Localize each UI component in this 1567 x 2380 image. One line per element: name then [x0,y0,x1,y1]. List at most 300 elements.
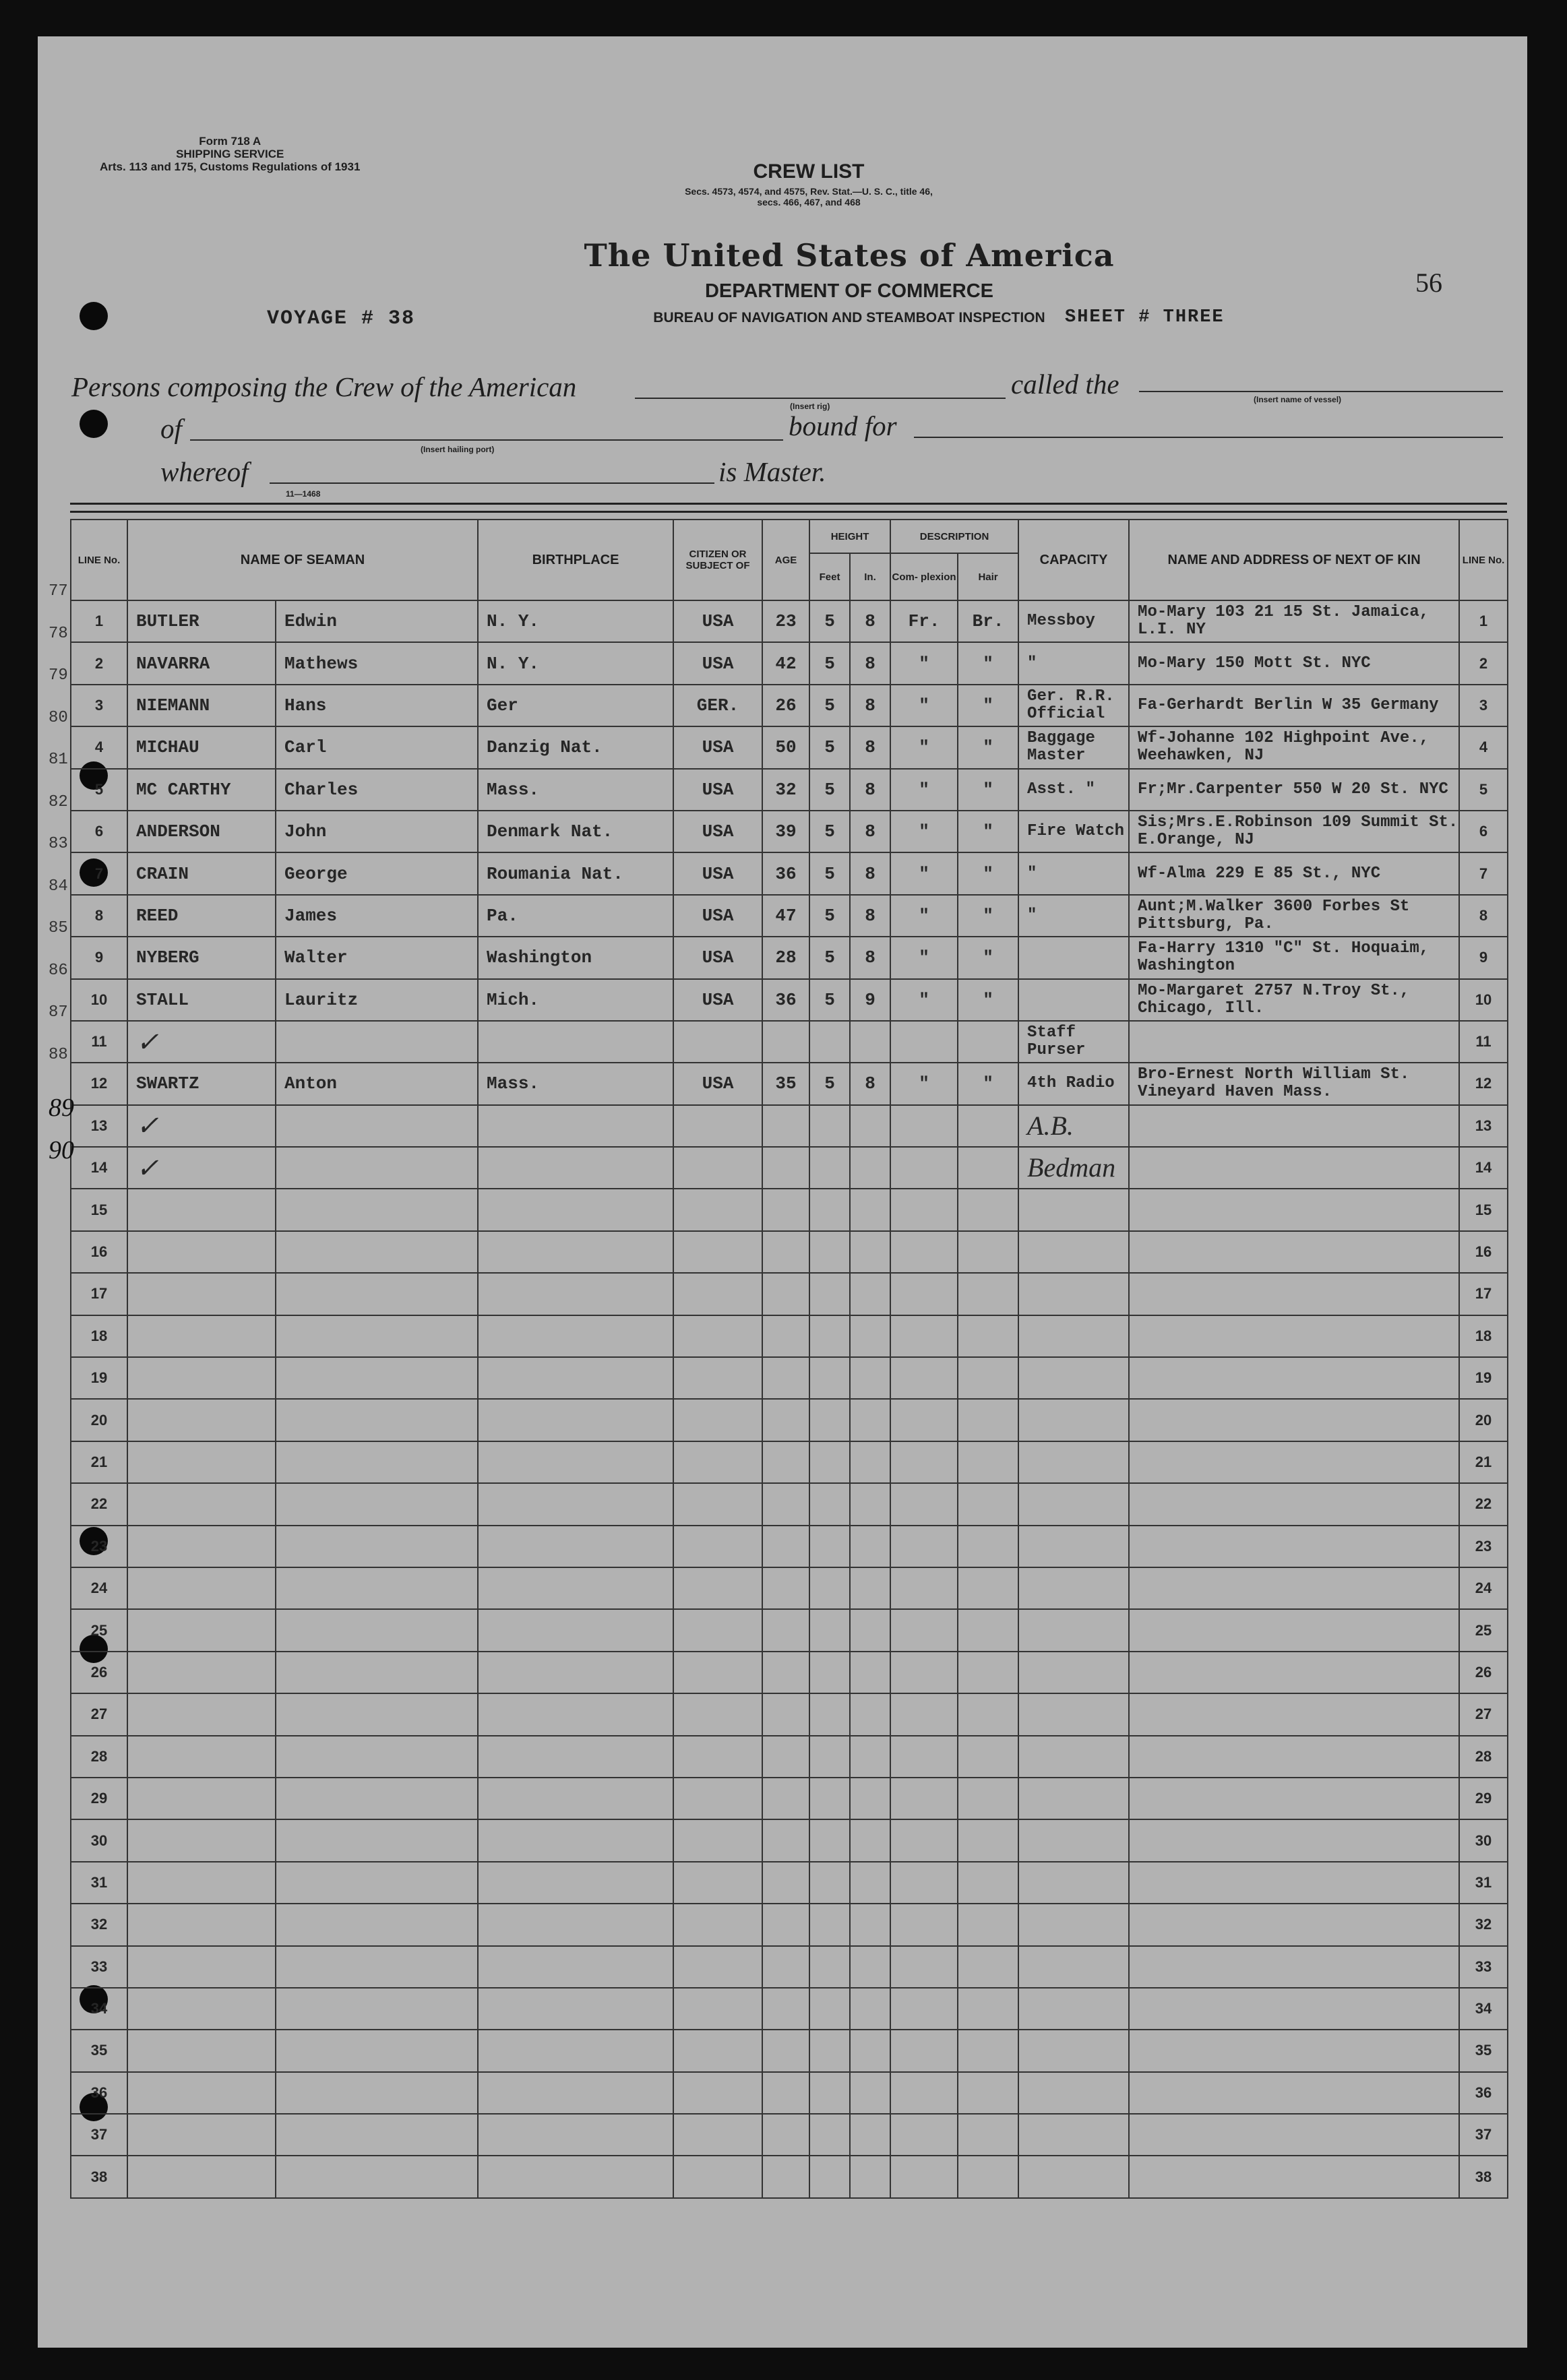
row-line-no: 36 [71,2072,127,2114]
seaman-surname [127,2072,276,2114]
row-line-no-right: 10 [1459,979,1508,1021]
next-of-kin-cell [1129,1988,1459,2030]
citizen-cell [673,1483,762,1525]
seaman-given-name [276,1189,478,1230]
age-cell [762,1567,809,1609]
complexion-cell: " [890,937,958,978]
row-line-no-right: 9 [1459,937,1508,978]
margin-counter: 83 [49,835,68,853]
seaman-given-name [276,1736,478,1778]
seaman-surname: MICHAU [127,726,276,768]
complexion-cell [890,1147,958,1189]
table-row [71,1021,1508,1063]
hair-cell: Br. [958,600,1018,642]
seaman-surname: NAVARRA [127,642,276,684]
table-row [71,1778,1508,1819]
inches-cell [850,1693,890,1735]
seaman-surname [127,1862,276,1904]
birthplace-cell: Mich. [478,979,673,1021]
hair-cell [958,1189,1018,1230]
vessel-fill-line [1139,391,1503,392]
col-inches: In. [850,553,890,600]
form-code: 11—1468 [286,489,321,499]
seaman-given-name: James [276,895,478,937]
row-line-no: 26 [71,1652,127,1693]
row-line-no-right: 7 [1459,852,1508,894]
row-line-no: 15 [71,1189,127,1230]
citizen-cell: GER. [673,685,762,726]
next-of-kin-cell [1129,1315,1459,1357]
col-hair: Hair [958,553,1018,600]
birthplace-cell [478,1231,673,1273]
row-line-no-right: 17 [1459,1273,1508,1315]
age-cell: 35 [762,1063,809,1104]
row-line-no: 20 [71,1399,127,1441]
col-age: AGE [762,520,809,600]
next-of-kin-cell [1129,1483,1459,1525]
birthplace-cell [478,1399,673,1441]
next-of-kin-cell [1129,1273,1459,1315]
insert-rig-hint: (Insert rig) [790,402,830,411]
seaman-surname [127,1189,276,1230]
hair-cell [958,1567,1018,1609]
row-line-no: 17 [71,1273,127,1315]
feet-cell [809,1273,850,1315]
seaman-given-name: Charles [276,769,478,811]
hair-cell: " [958,642,1018,684]
birthplace-cell [478,1778,673,1819]
birthplace-cell [478,2072,673,2114]
row-line-no: 1 [71,600,127,642]
citizen-cell [673,1021,762,1063]
birthplace-cell: Pa. [478,895,673,937]
next-of-kin-cell [1129,1946,1459,1988]
birthplace-cell [478,1946,673,1988]
inches-cell [850,2030,890,2071]
seaman-surname [127,1483,276,1525]
whereof-label: whereof [160,456,249,487]
complexion-cell [890,1778,958,1819]
row-line-no: 30 [71,1819,127,1861]
seaman-surname [127,1819,276,1861]
margin-counter: 86 [49,961,68,980]
margin-counter: 84 [49,877,68,896]
seaman-given-name [276,2156,478,2197]
feet-cell [809,1526,850,1567]
inches-cell [850,1652,890,1693]
row-line-no-right: 8 [1459,895,1508,937]
persons-composing-label: Persons composing the Crew of the American [71,371,577,402]
table-row [71,1652,1508,1693]
form-number: Form 718 A [199,135,262,148]
hair-cell: " [958,769,1018,811]
table-row [71,895,1508,937]
row-line-no: 4 [71,726,127,768]
table-row [71,1399,1508,1441]
next-of-kin-cell: Fa-Harry 1310 "C" St. Hoquaim, Washington [1129,937,1459,978]
seaman-given-name [276,1819,478,1861]
citizen-cell [673,1736,762,1778]
age-cell [762,1609,809,1651]
inches-cell [850,1021,890,1063]
seaman-surname [127,1609,276,1651]
capacity-cell [1018,1862,1129,1904]
country-heading: The United States of America [584,237,1115,274]
row-line-no: 38 [71,2156,127,2197]
citizen-cell [673,1399,762,1441]
table-row [71,811,1508,852]
called-the-label: called the [1011,369,1119,400]
next-of-kin-cell: Sis;Mrs.E.Robinson 109 Summit St. E.Orange, NJ [1129,811,1459,852]
citizen-cell [673,2156,762,2197]
feet-cell [809,1693,850,1735]
complexion-cell: " [890,1063,958,1104]
row-line-no: 16 [71,1231,127,1273]
feet-cell: 5 [809,642,850,684]
capacity-cell: 4th Radio [1018,1063,1129,1104]
complexion-cell [890,2030,958,2071]
inches-cell [850,1819,890,1861]
capacity-cell: Ger. R.R. Official [1018,685,1129,726]
bureau-heading: BUREAU OF NAVIGATION AND STEAMBOAT INSPECTION [653,310,1045,325]
capacity-cell: Messboy [1018,600,1129,642]
inches-cell [850,2114,890,2156]
feet-cell [809,1441,850,1483]
row-line-no-right: 16 [1459,1231,1508,1273]
row-line-no: 2 [71,642,127,684]
capacity-cell [1018,1819,1129,1861]
seaman-surname [127,1988,276,2030]
age-cell [762,1819,809,1861]
capacity-cell [1018,1231,1129,1273]
complexion-cell [890,1021,958,1063]
complexion-cell [890,1693,958,1735]
hair-cell: " [958,895,1018,937]
inches-cell [850,1189,890,1230]
capacity-cell [1018,937,1129,978]
bound-for-label: bound for [789,410,897,441]
birthplace-cell: Danzig Nat. [478,726,673,768]
citizen-cell [673,1988,762,2030]
row-line-no-right: 15 [1459,1189,1508,1230]
row-line-no-right: 30 [1459,1819,1508,1861]
age-cell [762,2072,809,2114]
hair-cell: " [958,852,1018,894]
inches-cell [850,1231,890,1273]
capacity-cell: Staff Purser [1018,1021,1129,1063]
seaman-surname [127,1652,276,1693]
age-cell [762,1021,809,1063]
capacity-cell [1018,2072,1129,2114]
crew-table-body [71,600,1508,2198]
capacity-cell [1018,1357,1129,1399]
row-line-no-right: 29 [1459,1778,1508,1819]
inches-cell: 8 [850,811,890,852]
feet-cell [809,1483,850,1525]
seaman-given-name [276,1483,478,1525]
seaman-given-name [276,1399,478,1441]
seaman-given-name [276,1778,478,1819]
hair-cell [958,1315,1018,1357]
complexion-cell [890,1231,958,1273]
port-fill-line [190,439,783,441]
row-line-no-right: 34 [1459,1988,1508,2030]
margin-counter: 82 [49,792,68,811]
feet-cell [809,1946,850,1988]
birthplace-cell [478,1526,673,1567]
row-line-no-right: 2 [1459,642,1508,684]
row-line-no: 33 [71,1946,127,1988]
margin-counter: 80 [49,708,68,727]
seaman-given-name: Edwin [276,600,478,642]
complexion-cell [890,1609,958,1651]
seaman-given-name: John [276,811,478,852]
citizen-cell [673,1231,762,1273]
birthplace-cell: N. Y. [478,642,673,684]
complexion-cell [890,1105,958,1147]
citizen-cell [673,1189,762,1230]
birthplace-cell [478,1147,673,1189]
next-of-kin-cell [1129,1021,1459,1063]
birthplace-cell: Mass. [478,769,673,811]
table-row [71,2030,1508,2071]
inches-cell [850,1483,890,1525]
complexion-cell [890,1736,958,1778]
row-line-no-right: 27 [1459,1693,1508,1735]
inches-cell [850,1441,890,1483]
age-cell [762,1105,809,1147]
age-cell: 50 [762,726,809,768]
complexion-cell: " [890,811,958,852]
complexion-cell [890,1946,958,1988]
next-of-kin-cell [1129,1399,1459,1441]
feet-cell: 5 [809,600,850,642]
age-cell: 42 [762,642,809,684]
citizen-cell: USA [673,1063,762,1104]
seaman-given-name: Mathews [276,642,478,684]
citizen-cell [673,1526,762,1567]
citizen-cell [673,2072,762,2114]
citizen-cell [673,1819,762,1861]
table-row [71,1988,1508,2030]
birthplace-cell [478,1441,673,1483]
birthplace-cell [478,1483,673,1525]
birthplace-cell [478,1693,673,1735]
inches-cell [850,2072,890,2114]
complexion-cell [890,1862,958,1904]
seaman-given-name: Hans [276,685,478,726]
margin-counter: 77 [49,582,68,600]
inches-cell [850,2156,890,2197]
birthplace-cell [478,1862,673,1904]
of-label: of [160,413,182,444]
birthplace-cell: N. Y. [478,600,673,642]
statute-line-1: Secs. 4573, 4574, and 4575, Rev. Stat.—U. S. C., title 46, [685,186,933,197]
seaman-surname [127,1946,276,1988]
seaman-surname: NIEMANN [127,685,276,726]
feet-cell [809,1819,850,1861]
citizen-cell: USA [673,811,762,852]
seaman-surname: REED [127,895,276,937]
capacity-cell [1018,1483,1129,1525]
hair-cell [958,1988,1018,2030]
next-of-kin-cell [1129,1189,1459,1230]
capacity-cell [1018,1904,1129,1945]
birthplace-cell [478,1988,673,2030]
capacity-cell [1018,2114,1129,2156]
row-line-no: 12 [71,1063,127,1104]
crew-table [70,519,1508,2199]
seaman-surname: MC CARTHY [127,769,276,811]
capacity-cell: Fire Watch [1018,811,1129,852]
row-line-no-right: 23 [1459,1526,1508,1567]
hair-cell [958,1736,1018,1778]
hair-cell [958,1441,1018,1483]
margin-counter: 87 [49,1003,68,1022]
age-cell: 36 [762,852,809,894]
next-of-kin-cell [1129,1862,1459,1904]
table-row [71,600,1508,642]
inches-cell [850,1105,890,1147]
inches-cell: 8 [850,769,890,811]
seaman-surname [127,2156,276,2197]
next-of-kin-cell [1129,1652,1459,1693]
is-master-label: is Master. [718,456,826,487]
row-line-no: 29 [71,1778,127,1819]
age-cell: 26 [762,685,809,726]
complexion-cell: Fr. [890,600,958,642]
complexion-cell: " [890,895,958,937]
citizen-cell: USA [673,642,762,684]
age-cell [762,1862,809,1904]
col-capacity: CAPACITY [1018,520,1129,600]
inches-cell: 8 [850,726,890,768]
next-of-kin-cell: Fa-Gerhardt Berlin W 35 Germany [1129,685,1459,726]
table-row [71,769,1508,811]
seaman-surname [127,1273,276,1315]
capacity-cell: Baggage Master [1018,726,1129,768]
next-of-kin-cell [1129,1105,1459,1147]
row-line-no-right: 31 [1459,1862,1508,1904]
age-cell [762,1231,809,1273]
seaman-given-name: Walter [276,937,478,978]
birthplace-cell [478,1736,673,1778]
complexion-cell [890,1315,958,1357]
row-line-no: 6 [71,811,127,852]
feet-cell: 5 [809,895,850,937]
complexion-cell [890,1357,958,1399]
seaman-given-name [276,2030,478,2071]
capacity-cell [1018,1609,1129,1651]
age-cell [762,1526,809,1567]
age-cell [762,1904,809,1945]
hair-cell [958,1819,1018,1861]
birthplace-cell [478,1357,673,1399]
feet-cell [809,1862,850,1904]
row-line-no-right: 12 [1459,1063,1508,1104]
capacity-cell [1018,1273,1129,1315]
feet-cell [809,1021,850,1063]
age-cell [762,1357,809,1399]
table-row [71,2072,1508,2114]
birthplace-cell [478,1567,673,1609]
hair-cell: " [958,811,1018,852]
row-line-no: 27 [71,1693,127,1735]
feet-cell [809,1904,850,1945]
row-line-no: 13 [71,1105,127,1147]
margin-counter: 85 [49,919,68,937]
seaman-given-name [276,1273,478,1315]
citizen-cell [673,1567,762,1609]
seaman-given-name [276,2114,478,2156]
row-line-no: 31 [71,1862,127,1904]
feet-cell: 5 [809,937,850,978]
age-cell [762,2030,809,2071]
row-line-no: 18 [71,1315,127,1357]
row-line-no: 24 [71,1567,127,1609]
hair-cell [958,2114,1018,2156]
voyage-number: VOYAGE # 38 [267,307,416,330]
citizen-cell: USA [673,600,762,642]
inches-cell [850,1273,890,1315]
complexion-cell: " [890,979,958,1021]
feet-cell [809,1736,850,1778]
row-line-no-right: 38 [1459,2156,1508,2197]
table-row [71,1147,1508,1189]
citizen-cell [673,1778,762,1819]
binder-hole [80,410,108,438]
age-cell: 39 [762,811,809,852]
row-line-no: 14 [71,1147,127,1189]
table-row [71,685,1508,726]
hair-cell [958,1862,1018,1904]
seaman-given-name [276,1693,478,1735]
inches-cell [850,1357,890,1399]
citizen-cell [673,1441,762,1483]
col-next-of-kin: NAME AND ADDRESS OF NEXT OF KIN [1129,520,1459,600]
next-of-kin-cell: Aunt;M.Walker 3600 Forbes St Pittsburg, Pa. [1129,895,1459,937]
inches-cell [850,1904,890,1945]
complexion-cell [890,1273,958,1315]
hair-cell: " [958,685,1018,726]
seaman-surname [127,1567,276,1609]
table-row [71,979,1508,1021]
seaman-surname: ANDERSON [127,811,276,852]
feet-cell: 5 [809,852,850,894]
table-row [71,937,1508,978]
seaman-surname [127,1357,276,1399]
row-line-no-right: 1 [1459,600,1508,642]
age-cell [762,1273,809,1315]
row-line-no-right: 4 [1459,726,1508,768]
row-line-no-right: 36 [1459,2072,1508,2114]
row-line-no-right: 11 [1459,1021,1508,1063]
capacity-cell [1018,1778,1129,1819]
row-line-no: 25 [71,1609,127,1651]
capacity-cell [1018,1652,1129,1693]
table-row [71,1904,1508,1945]
row-line-no-right: 19 [1459,1357,1508,1399]
seaman-surname: NYBERG [127,937,276,978]
row-line-no-right: 32 [1459,1904,1508,1945]
feet-cell: 5 [809,726,850,768]
inches-cell [850,1778,890,1819]
inches-cell: 8 [850,685,890,726]
capacity-cell [1018,2156,1129,2197]
capacity-cell [1018,1693,1129,1735]
row-line-no: 3 [71,685,127,726]
row-line-no-right: 37 [1459,2114,1508,2156]
